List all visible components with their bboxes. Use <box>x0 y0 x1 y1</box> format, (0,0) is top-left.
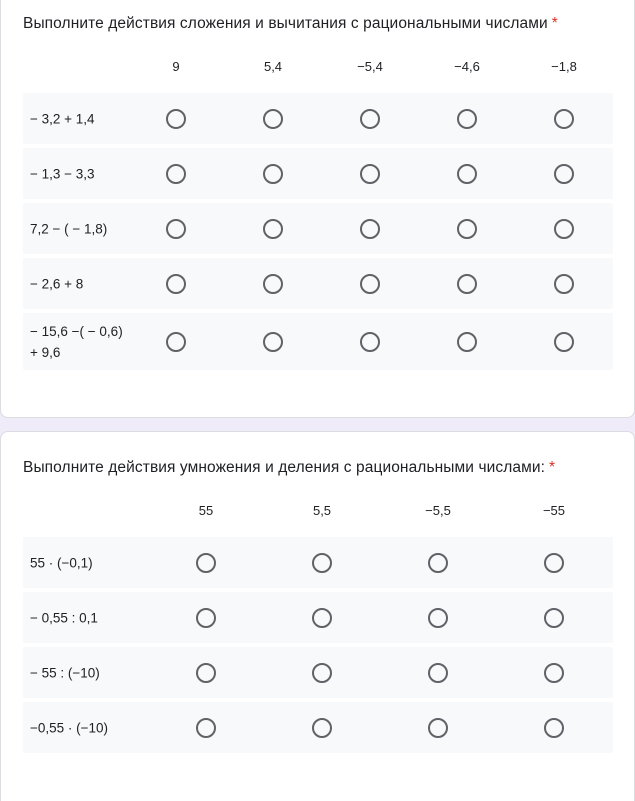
grid-row <box>23 148 613 199</box>
radio-button[interactable] <box>263 164 283 184</box>
radio-button[interactable] <box>544 663 564 683</box>
radio-button[interactable] <box>312 718 332 738</box>
radio-button[interactable] <box>544 553 564 573</box>
grid-row <box>23 203 613 254</box>
grid-row <box>23 313 613 370</box>
radio-button[interactable] <box>360 219 380 239</box>
column-header: 9 <box>172 59 180 74</box>
row-label: − 1,3 − 3,3 <box>30 166 95 181</box>
row-label: − 55 : (−10) <box>30 665 100 680</box>
radio-button[interactable] <box>360 164 380 184</box>
radio-button[interactable] <box>544 608 564 628</box>
question-title-2 <box>23 457 555 479</box>
radio-button[interactable] <box>428 663 448 683</box>
radio-button[interactable] <box>360 109 380 129</box>
row-label: −0,55 · (−10) <box>30 720 109 735</box>
column-header: 5,4 <box>263 59 283 74</box>
grid-row <box>23 537 613 588</box>
question-title-1 <box>23 13 558 35</box>
radio-button[interactable] <box>196 553 216 573</box>
radio-button[interactable] <box>166 274 186 294</box>
radio-button[interactable] <box>554 164 574 184</box>
required-asterisk: * <box>551 15 558 32</box>
radio-button[interactable] <box>166 219 186 239</box>
radio-button[interactable] <box>428 553 448 573</box>
radio-button[interactable] <box>428 608 448 628</box>
required-asterisk: * <box>549 459 556 476</box>
grid-row <box>23 592 613 643</box>
radio-button[interactable] <box>166 109 186 129</box>
column-header: −5,5 <box>425 503 451 518</box>
row-label: − 0,55 : 0,1 <box>30 610 98 625</box>
column-header: −5,4 <box>357 59 383 74</box>
radio-button[interactable] <box>554 219 574 239</box>
column-header: −1,8 <box>551 59 577 74</box>
radio-button[interactable] <box>196 608 216 628</box>
radio-button[interactable] <box>166 164 186 184</box>
row-label: 7,2 − ( − 1,8) <box>30 221 108 236</box>
radio-button[interactable] <box>360 274 380 294</box>
grid-row <box>23 93 613 144</box>
radio-button[interactable] <box>196 663 216 683</box>
row-label: − 2,6 + 8 <box>30 276 84 291</box>
column-header: 5,5 <box>312 503 332 518</box>
column-header: −55 <box>542 503 566 518</box>
radio-button[interactable] <box>263 332 283 352</box>
radio-button[interactable] <box>428 718 448 738</box>
question-card-2 <box>0 431 635 801</box>
radio-button[interactable] <box>554 109 574 129</box>
radio-button[interactable] <box>312 608 332 628</box>
row-label: − 3,2 + 1,4 <box>30 111 95 126</box>
radio-button[interactable] <box>457 164 477 184</box>
radio-button[interactable] <box>554 274 574 294</box>
radio-button[interactable] <box>263 219 283 239</box>
radio-button[interactable] <box>263 274 283 294</box>
grid-row <box>23 647 613 698</box>
radio-button[interactable] <box>544 718 564 738</box>
radio-button[interactable] <box>166 332 186 352</box>
radio-button[interactable] <box>457 109 477 129</box>
column-header: −4,6 <box>454 59 480 74</box>
column-header: 55 <box>198 503 214 518</box>
radio-button[interactable] <box>312 553 332 573</box>
radio-button[interactable] <box>263 109 283 129</box>
row-label: 55 · (−0,1) <box>30 555 93 570</box>
radio-button[interactable] <box>457 332 477 352</box>
radio-button[interactable] <box>360 332 380 352</box>
radio-button[interactable] <box>554 332 574 352</box>
grid-row <box>23 258 613 309</box>
question-title-text: Выполните действия умножения и деления с рациональными числами: <box>23 459 546 476</box>
grid-row <box>23 702 613 753</box>
question-title-text: Выполните действия сложения и вычитания с рациональными числами <box>23 15 548 32</box>
radio-button[interactable] <box>312 663 332 683</box>
radio-button[interactable] <box>457 219 477 239</box>
radio-button[interactable] <box>457 274 477 294</box>
row-label: − 15,6 −( − 0,6) + 9,6 <box>30 323 123 360</box>
radio-button[interactable] <box>196 718 216 738</box>
